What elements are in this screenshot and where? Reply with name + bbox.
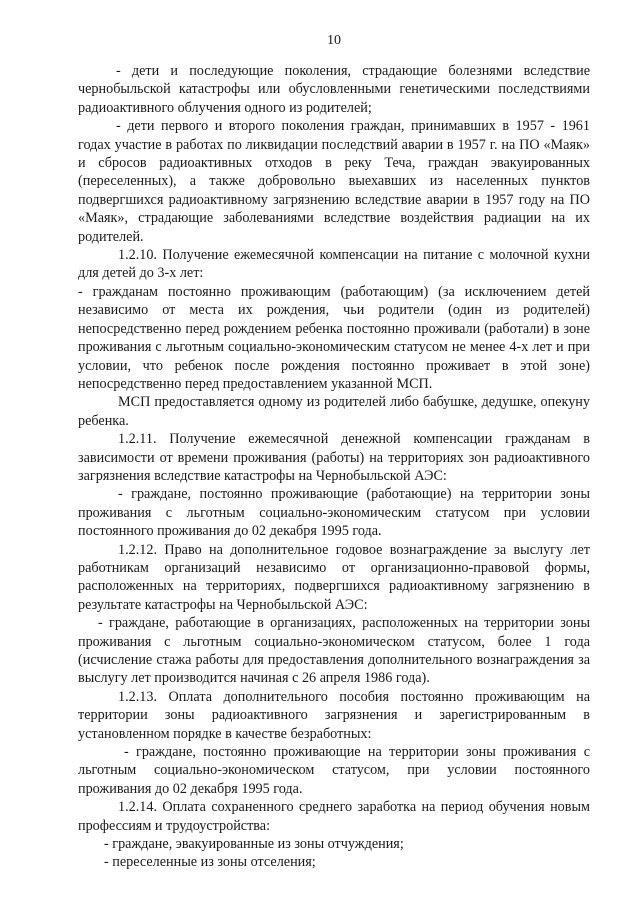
document-page [78, 0, 590, 905]
document-body [78, 62, 590, 872]
paragraph: - граждане, постоянно проживающие на территории зоны проживания с льготным социально-экономическом статусом, при условии постоянного проживания до 02 декабря 1995 года. [78, 744, 590, 797]
paragraph: - гражданам постоянно проживающим (работающим) (за исключением детей независимо от места их рождения, чьи родители (один из родителей) непосредственно перед рождением ребенка постоянно проживали (работали) в зоне проживания с льготным социально-экономическим статусом не менее 4-х лет и при условии, что ребенок после рождения постоянно проживает в этой зоне) непосредственно перед предоставлением указанной МСП. [78, 283, 590, 392]
paragraph: - граждане, постоянно проживающие (работающие) на территории зоны проживания с льготным социально-экономическим статусом при условии постоянного проживания до 02 декабря 1995 года. [78, 486, 590, 540]
paragraph: - дети первого и второго поколения граждан, принимавших в 1957 - 1961 годах участие в работах по ликвидации последствий аварии в 1957 г. на ПО «Маяк» и сбросов радиоактивных отходов в реку Теча, граждан эвакуированных (переселенных), а также добровольно выехавших из населенных пунктов подвергшихся радиоактивному загрязнению вследствие аварии в 1957 году на ПО «Маяк», страдающие заболеваниями вследствие воздействия радиации на их родителей. [78, 118, 590, 245]
paragraph-section-1-2-14: 1.2.14. Оплата сохраненного среднего заработка на период обучения новым профессиям и трудоустройства: [78, 799, 590, 834]
paragraph-section-1-2-13: 1.2.13. Оплата дополнительного пособия постоянно проживающим на территории зоны радиоактивного загрязнения и зарегистрированным в установленном порядке в качестве безработных: [78, 688, 590, 742]
paragraph: - граждане, работающие в организациях, расположенных на территории зоны проживания с льготным социально-экономическом статусом, более 1 года (исчисление стажа работы для предоставления дополнительного вознаграждения за выслугу лет производится начиная с 26 апреля 1986 года). [78, 615, 590, 687]
page-number: 10 [327, 33, 341, 48]
paragraph-section-1-2-12: 1.2.12. Право на дополнительное годовое вознаграждение за выслугу лет работникам организаций независимо от организационно-правовой формы, расположенных на территориях, подвергшихся радиоактивному загрязнению в результате катастрофы на Чернобыльской АЭС: [78, 541, 590, 613]
paragraph: МСП предоставляется одному из родителей либо бабушке, дедушке, опекуну ребенка. [78, 394, 590, 429]
list-item: - граждане, эвакуированные из зоны отчуждения; [104, 836, 404, 853]
paragraph: - дети и последующие поколения, страдающие болезнями вследствие чернобыльской катастрофы или обусловленными генетическими последствиями радиоактивного облучения одного из родителей; [78, 63, 590, 116]
list-item: - переселенные из зоны отселения; [104, 854, 316, 871]
paragraph-section-1-2-10: 1.2.10. Получение ежемесячной компенсации на питание с молочной кухни для детей до 3-х лет: [78, 247, 590, 282]
paragraph-section-1-2-11: 1.2.11. Получение ежемесячной денежной компенсации гражданам в зависимости от времени проживания (работы) на территориях зон радиоактивного загрязнения вследствие катастрофы на Чернобыльской АЭС: [78, 431, 590, 484]
